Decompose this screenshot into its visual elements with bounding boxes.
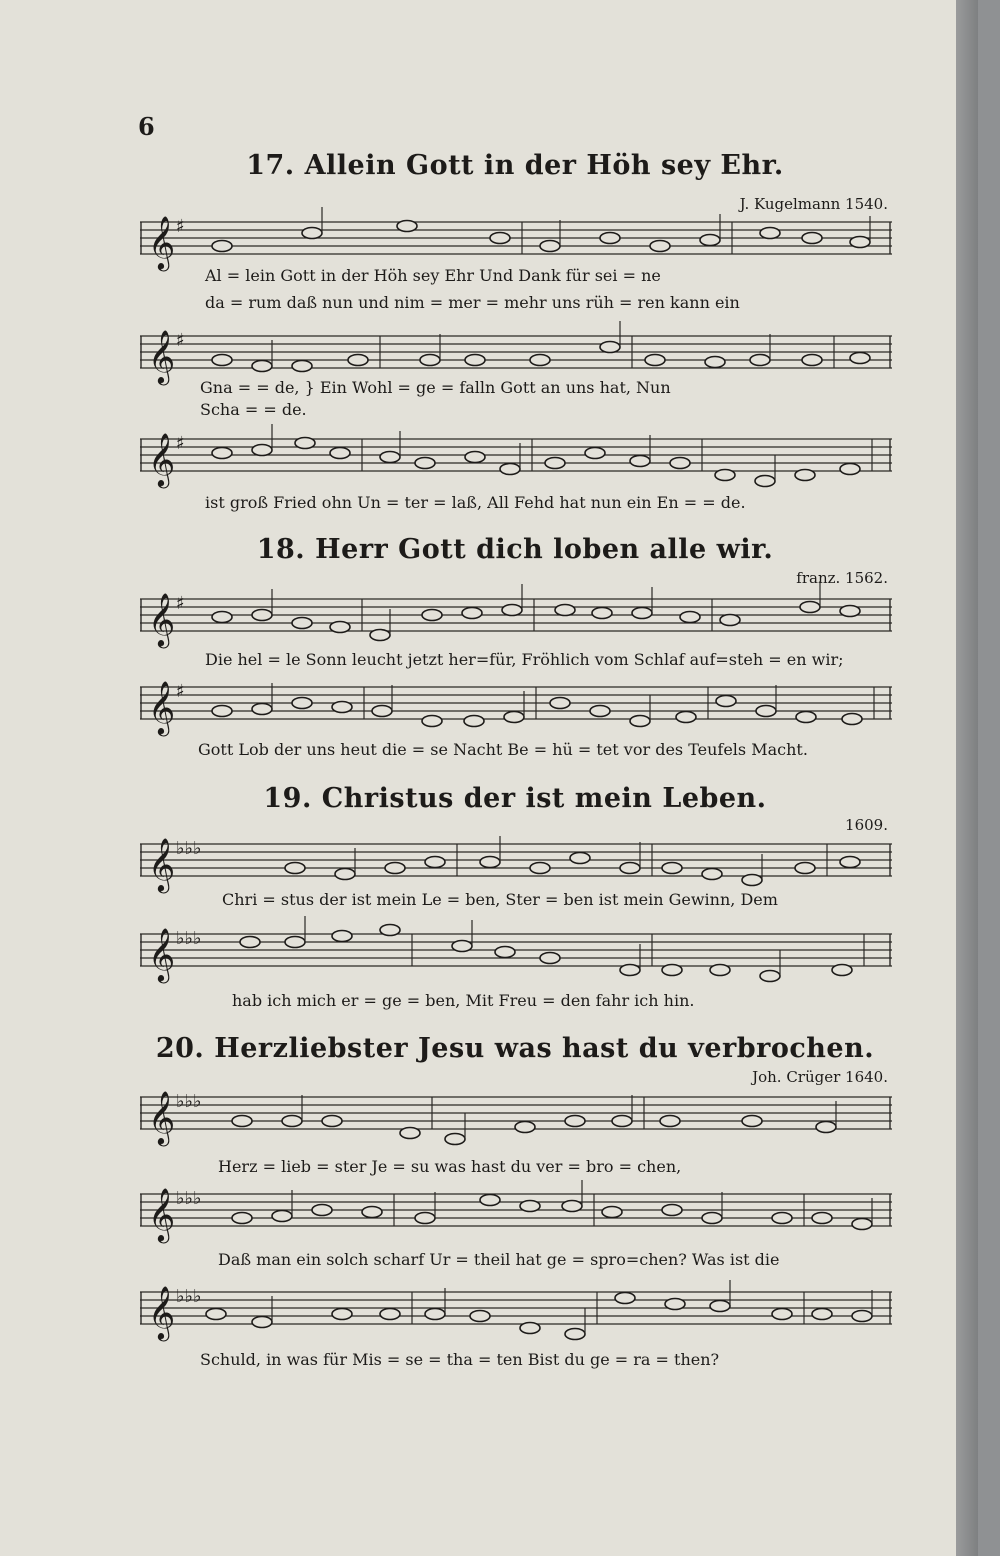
note-head	[452, 941, 472, 952]
note-head	[232, 1213, 252, 1224]
staff	[140, 830, 892, 890]
note-head	[370, 630, 390, 641]
treble-clef-icon: 𝄞	[148, 592, 176, 646]
note-head	[670, 458, 690, 469]
note-head	[802, 233, 822, 244]
note-head	[240, 937, 260, 948]
staff	[140, 1083, 892, 1143]
note-head	[530, 355, 550, 366]
note-head	[620, 965, 640, 976]
note-head	[812, 1309, 832, 1320]
flat-icon: ♭♭♭	[176, 838, 202, 859]
treble-clef-icon: 𝄞	[148, 927, 176, 981]
note-head	[620, 863, 640, 874]
lyric-line: ist groß Fried ohn Un = ter = laß, All Fehd hat nun ein En = = de.	[205, 493, 746, 512]
note-head	[502, 605, 522, 616]
note-head	[630, 716, 650, 727]
note-head	[750, 355, 770, 366]
flat-icon: ♭♭♭	[176, 1091, 202, 1112]
note-head	[385, 863, 405, 874]
hymn-19-title: 19. Christus der ist mein Leben.	[263, 783, 767, 814]
staff	[140, 673, 892, 733]
note-head	[252, 361, 272, 372]
note-head	[850, 353, 870, 364]
note-head	[520, 1201, 540, 1212]
note-head	[662, 965, 682, 976]
treble-clef-icon: 𝄞	[148, 1090, 176, 1144]
note-head	[840, 464, 860, 475]
note-head	[840, 606, 860, 617]
note-head	[292, 361, 312, 372]
note-head	[800, 602, 820, 613]
note-head	[330, 622, 350, 633]
note-head	[852, 1219, 872, 1230]
note-head	[212, 448, 232, 459]
note-head	[795, 863, 815, 874]
note-head	[760, 971, 780, 982]
lyric-line: Schuld, in was für Mis = se = tha = ten Bist du ge = ra = then?	[200, 1350, 720, 1369]
lyric-line: Chri = stus der ist mein Le = ben, Ster = ben ist mein Gewinn, Dem	[222, 890, 778, 909]
note-head	[420, 355, 440, 366]
note-head	[252, 1317, 272, 1328]
note-head	[545, 458, 565, 469]
treble-clef-icon: 𝄞	[148, 215, 176, 269]
note-head	[660, 1116, 680, 1127]
sharp-icon: ♯	[176, 216, 185, 237]
hymn-19-attribution: 1609.	[845, 816, 888, 834]
note-head	[332, 702, 352, 713]
flat-icon: ♭♭♭	[176, 1286, 202, 1307]
note-head	[812, 1213, 832, 1224]
note-head	[282, 1116, 302, 1127]
note-head	[680, 612, 700, 623]
note-head	[490, 233, 510, 244]
note-head	[555, 605, 575, 616]
note-head	[562, 1201, 582, 1212]
note-head	[550, 698, 570, 709]
note-head	[540, 241, 560, 252]
note-head	[702, 1213, 722, 1224]
note-head	[252, 610, 272, 621]
note-head	[335, 869, 355, 880]
staff	[140, 585, 892, 645]
treble-clef-icon: 𝄞	[148, 680, 176, 734]
note-head	[756, 706, 776, 717]
note-head	[425, 1309, 445, 1320]
note-head	[252, 445, 272, 456]
treble-clef-icon: 𝄞	[148, 837, 176, 891]
note-head	[480, 857, 500, 868]
note-head	[645, 355, 665, 366]
hymn-20-attribution: Joh. Crüger 1640.	[752, 1068, 888, 1086]
note-head	[816, 1122, 836, 1133]
note-head	[415, 458, 435, 469]
note-head	[755, 476, 775, 487]
note-head	[212, 706, 232, 717]
note-head	[665, 1299, 685, 1310]
note-head	[212, 355, 232, 366]
note-head	[425, 857, 445, 868]
note-head	[705, 357, 725, 368]
hymn-18-title: 18. Herr Gott dich loben alle wir.	[256, 534, 774, 565]
note-head	[600, 342, 620, 353]
treble-clef-icon: 𝄞	[148, 432, 176, 486]
note-head	[322, 1116, 342, 1127]
note-head	[212, 612, 232, 623]
note-head	[292, 698, 312, 709]
note-head	[465, 452, 485, 463]
flat-icon: ♭♭♭	[176, 1188, 202, 1209]
note-head	[600, 233, 620, 244]
note-head	[632, 608, 652, 619]
note-head	[480, 1195, 500, 1206]
note-head	[422, 716, 442, 727]
note-head	[565, 1116, 585, 1127]
note-head	[465, 355, 485, 366]
note-head	[285, 937, 305, 948]
note-head	[742, 1116, 762, 1127]
note-head	[232, 1116, 252, 1127]
note-head	[397, 221, 417, 232]
note-head	[795, 470, 815, 481]
page-number: 6	[138, 112, 155, 141]
note-head	[702, 869, 722, 880]
note-head	[772, 1309, 792, 1320]
note-head	[742, 875, 762, 886]
note-head	[662, 1205, 682, 1216]
note-head	[840, 857, 860, 868]
staff	[140, 208, 892, 268]
flat-icon: ♭♭♭	[176, 928, 202, 949]
staff	[140, 322, 892, 382]
note-head	[415, 1213, 435, 1224]
lyric-line: Scha = = de.	[200, 400, 307, 419]
note-head	[295, 438, 315, 449]
note-head	[802, 355, 822, 366]
lyric-line: da = rum daß nun und nim = mer = mehr uns rüh = ren kann ein	[205, 293, 740, 312]
note-head	[445, 1134, 465, 1145]
note-head	[565, 1329, 585, 1340]
note-head	[520, 1323, 540, 1334]
note-head	[348, 355, 368, 366]
note-head	[832, 965, 852, 976]
note-head	[530, 863, 550, 874]
note-head	[470, 1311, 490, 1322]
lyric-line: Daß man ein solch scharf Ur = theil hat ge = spro=chen? Was ist die	[218, 1250, 780, 1269]
note-head	[212, 241, 232, 252]
lyric-line: Die hel = le Sonn leucht jetzt her=für, Fröhlich vom Schlaf auf=steh = en wir;	[205, 650, 844, 669]
note-head	[760, 228, 780, 239]
note-head	[422, 610, 442, 621]
note-head	[362, 1207, 382, 1218]
note-head	[372, 706, 392, 717]
note-head	[330, 448, 350, 459]
sharp-icon: ♯	[176, 681, 185, 702]
note-head	[850, 237, 870, 248]
note-head	[206, 1309, 226, 1320]
lyric-line: Al = lein Gott in der Höh sey Ehr Und Dank für sei = ne	[205, 266, 661, 285]
note-head	[700, 235, 720, 246]
note-head	[650, 241, 670, 252]
note-head	[515, 1122, 535, 1133]
note-head	[272, 1211, 292, 1222]
hymn-17-attribution: J. Kugelmann 1540.	[739, 195, 888, 213]
note-head	[715, 470, 735, 481]
note-head	[612, 1116, 632, 1127]
note-head	[716, 696, 736, 707]
note-head	[720, 615, 740, 626]
note-head	[285, 863, 305, 874]
note-head	[662, 863, 682, 874]
lyric-line: Gott Lob der uns heut die = se Nacht Be = hü = tet vor des Teufels Macht.	[198, 740, 808, 759]
note-head	[796, 712, 816, 723]
note-head	[615, 1293, 635, 1304]
note-head	[380, 452, 400, 463]
note-head	[842, 714, 862, 725]
note-head	[302, 228, 322, 239]
note-head	[462, 608, 482, 619]
note-head	[710, 1301, 730, 1312]
note-head	[292, 618, 312, 629]
sharp-icon: ♯	[176, 433, 185, 454]
note-head	[585, 448, 605, 459]
note-head	[332, 931, 352, 942]
note-head	[852, 1311, 872, 1322]
note-head	[540, 953, 560, 964]
note-head	[570, 853, 590, 864]
lyric-line: Gna = = de, } Ein Wohl = ge = falln Gott an uns hat, Nun	[200, 378, 671, 397]
note-head	[380, 925, 400, 936]
note-head	[504, 712, 524, 723]
note-head	[710, 965, 730, 976]
hymn-20-title: 20. Herzliebster Jesu was hast du verbrochen.	[155, 1033, 875, 1064]
book-edge	[956, 0, 978, 1556]
note-head	[400, 1128, 420, 1139]
note-head	[592, 608, 612, 619]
note-head	[495, 947, 515, 958]
sharp-icon: ♯	[176, 330, 185, 351]
note-head	[252, 704, 272, 715]
note-head	[312, 1205, 332, 1216]
staff	[140, 920, 892, 980]
staff	[140, 1278, 892, 1338]
lyric-line: Herz = lieb = ster Je = su was hast du ver = bro = chen,	[218, 1157, 682, 1176]
hymn-18-attribution: franz. 1562.	[796, 569, 888, 587]
staff	[140, 1180, 892, 1240]
treble-clef-icon: 𝄞	[148, 1285, 176, 1339]
sharp-icon: ♯	[176, 593, 185, 614]
hymn-17-title: 17. Allein Gott in der Höh sey Ehr.	[246, 150, 784, 181]
lyric-line: hab ich mich er = ge = ben, Mit Freu = den fahr ich hin.	[232, 991, 695, 1010]
note-head	[464, 716, 484, 727]
treble-clef-icon: 𝄞	[148, 329, 176, 383]
note-head	[590, 706, 610, 717]
staff	[140, 425, 892, 485]
note-head	[630, 456, 650, 467]
note-head	[500, 464, 520, 475]
note-head	[380, 1309, 400, 1320]
treble-clef-icon: 𝄞	[148, 1187, 176, 1241]
note-head	[602, 1207, 622, 1218]
note-head	[676, 712, 696, 723]
note-head	[772, 1213, 792, 1224]
note-head	[332, 1309, 352, 1320]
